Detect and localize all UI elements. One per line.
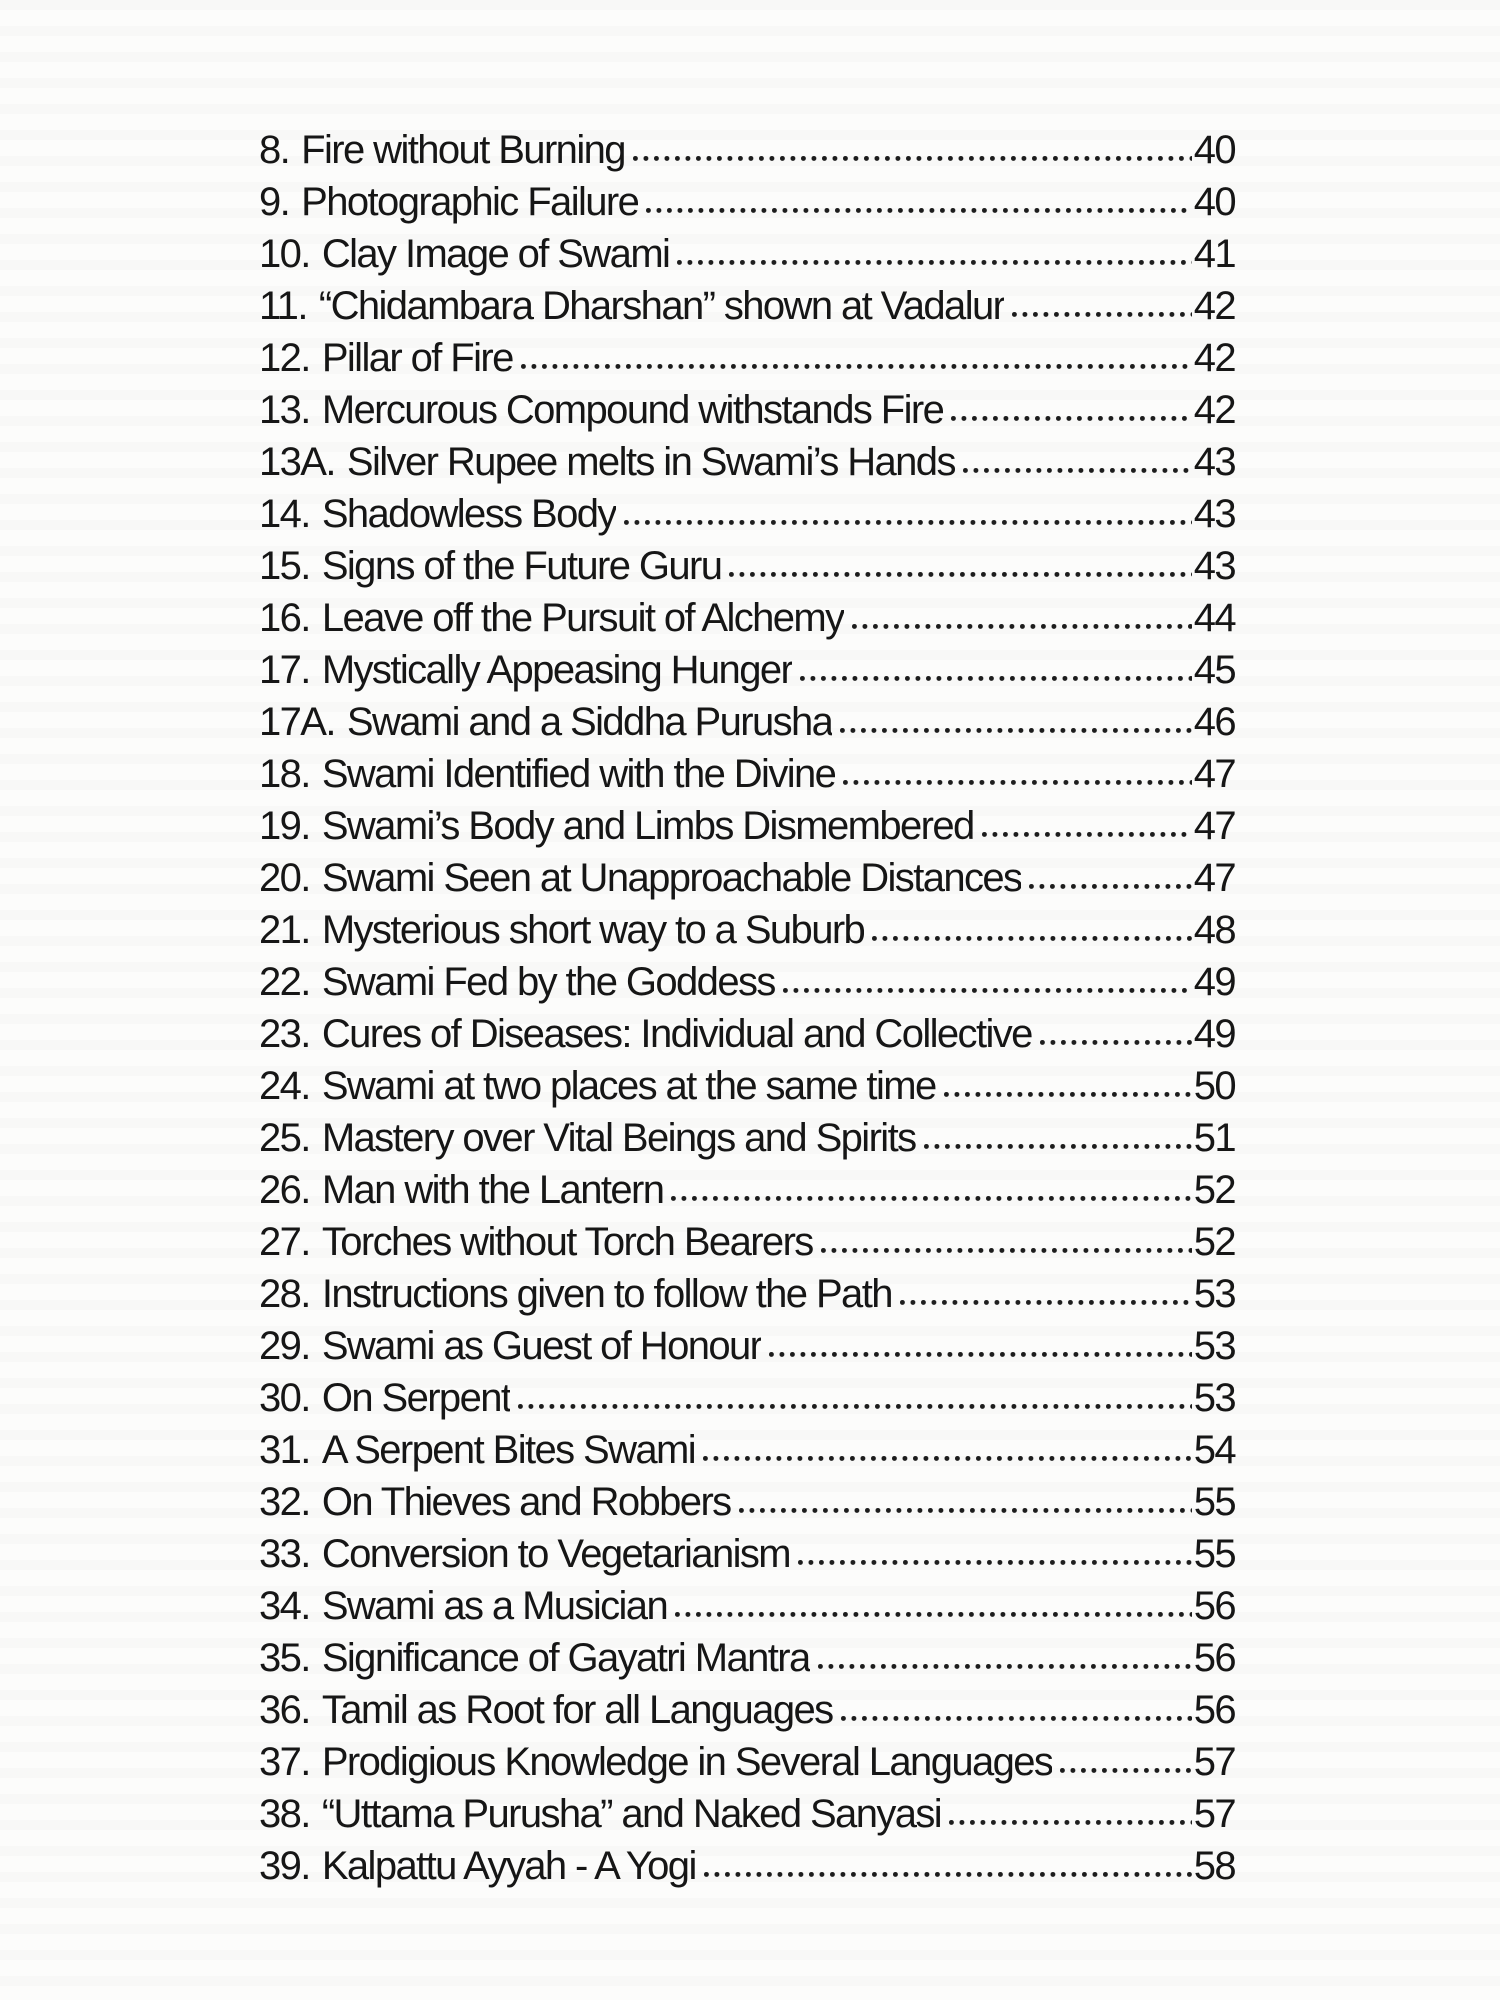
dot-leader — [982, 832, 1192, 837]
dot-leader — [729, 572, 1191, 577]
toc-entry-number: 17A. — [259, 700, 335, 744]
toc-entry-page: 53 — [1193, 1324, 1235, 1368]
dot-leader — [951, 416, 1191, 421]
toc-entry-title: Swami and a Siddha Purusha — [346, 700, 833, 744]
toc-entry-title: Clay Image of Swami — [321, 232, 670, 276]
toc-entry — [259, 1268, 1235, 1320]
toc-entry-page: 56 — [1193, 1688, 1235, 1732]
toc-entry-title: On Thieves and Robbers — [321, 1480, 731, 1524]
toc-entry — [259, 228, 1235, 280]
toc-entry-number: 36. — [259, 1688, 310, 1732]
toc-entry — [259, 1684, 1235, 1736]
toc-entry-page: 40 — [1193, 180, 1235, 224]
toc-entry — [259, 1736, 1235, 1788]
toc-entry-number: 16. — [259, 596, 310, 640]
dot-leader — [646, 208, 1191, 213]
toc-entry-title: Swami Fed by the Goddess — [321, 960, 775, 1004]
dot-leader — [821, 1248, 1192, 1253]
toc-entry-number: 10. — [259, 232, 310, 276]
toc-entry-number: 30. — [259, 1376, 310, 1420]
dot-leader — [900, 1300, 1192, 1305]
toc-entry-page: 43 — [1193, 544, 1235, 588]
toc-entry-title: Swami as Guest of Honour — [321, 1324, 762, 1368]
toc-entry-number: 27. — [259, 1220, 310, 1264]
toc-entry-number: 18. — [259, 752, 310, 796]
toc-entry-title: Photographic Failure — [301, 180, 639, 224]
toc-entry-title: Conversion to Vegetarianism — [321, 1532, 790, 1576]
dot-leader — [924, 1144, 1192, 1149]
toc-entry — [259, 1372, 1235, 1424]
toc-entry-page: 47 — [1193, 804, 1235, 848]
toc-entry-number: 34. — [259, 1584, 310, 1628]
toc-entry-title: “Chidambara Dharshan” shown at Vadalur — [318, 284, 1005, 328]
toc-entry — [259, 1164, 1235, 1216]
toc-entry-page: 51 — [1193, 1116, 1235, 1160]
toc-entry — [259, 124, 1235, 176]
toc-entry-page: 46 — [1193, 700, 1235, 744]
toc-entry-number: 9. — [259, 180, 290, 224]
toc-entry-title: Swami’s Body and Limbs Dismembered — [321, 804, 974, 848]
toc-entry-number: 11. — [259, 284, 307, 328]
dot-leader — [769, 1352, 1191, 1357]
toc-entry — [259, 800, 1235, 852]
dot-leader — [1060, 1768, 1191, 1773]
toc-entry-title: Instructions given to follow the Path — [321, 1272, 892, 1316]
toc-entry — [259, 956, 1235, 1008]
toc-entry-number: 20. — [259, 856, 310, 900]
dot-leader — [677, 260, 1191, 265]
dot-leader — [798, 1560, 1192, 1565]
toc-entry-title: Fire without Burning — [301, 128, 625, 172]
toc-entry-page: 56 — [1193, 1636, 1235, 1680]
toc-entry-title: Swami Identified with the Divine — [321, 752, 836, 796]
toc-entry-title: Kalpattu Ayyah - A Yogi — [321, 1844, 696, 1888]
toc-entry-page: 55 — [1193, 1480, 1235, 1524]
toc-entry-page: 47 — [1193, 856, 1235, 900]
dot-leader — [1012, 312, 1191, 317]
dot-leader — [783, 988, 1192, 993]
toc-entry-number: 31. — [259, 1428, 310, 1472]
toc-entry-title: Pillar of Fire — [321, 336, 513, 380]
toc-entry-title: On Serpent — [321, 1376, 511, 1420]
toc-entry-title: Silver Rupee melts in Swami’s Hands — [346, 440, 955, 484]
toc-entry-number: 12. — [259, 336, 310, 380]
dot-leader — [624, 520, 1192, 525]
toc-entry-number: 25. — [259, 1116, 310, 1160]
toc-entry-title: Cures of Diseases: Individual and Collective — [321, 1012, 1032, 1056]
toc-entry — [259, 1476, 1235, 1528]
dot-leader — [872, 936, 1191, 941]
dot-leader — [633, 156, 1192, 161]
toc-entry-page: 45 — [1193, 648, 1235, 692]
toc-entry — [259, 1528, 1235, 1580]
toc-entry — [259, 592, 1235, 644]
toc-entry-number: 19. — [259, 804, 310, 848]
toc-entry-page: 57 — [1193, 1792, 1235, 1836]
toc-entry-number: 28. — [259, 1272, 310, 1316]
toc-entry — [259, 1424, 1235, 1476]
toc-entry — [259, 852, 1235, 904]
toc-entry-page: 52 — [1193, 1220, 1235, 1264]
toc-entry-page: 50 — [1193, 1064, 1235, 1108]
toc-entry — [259, 1008, 1235, 1060]
toc-entry-number: 39. — [259, 1844, 310, 1888]
toc-entry — [259, 1060, 1235, 1112]
toc-entry — [259, 1632, 1235, 1684]
toc-entry-title: Significance of Gayatri Mantra — [321, 1636, 810, 1680]
toc-entry-number: 24. — [259, 1064, 310, 1108]
dot-leader — [704, 1872, 1192, 1877]
dot-leader — [963, 468, 1192, 473]
toc-entry-page: 42 — [1193, 388, 1235, 432]
toc-entry — [259, 384, 1235, 436]
toc-entry-number: 14. — [259, 492, 310, 536]
toc-entry-number: 17. — [259, 648, 310, 692]
toc-entry-title: Leave off the Pursuit of Alchemy — [321, 596, 844, 640]
toc-entry — [259, 1112, 1235, 1164]
toc-entry-number: 35. — [259, 1636, 310, 1680]
toc-entry-title: Signs of the Future Guru — [321, 544, 722, 588]
toc-entry — [259, 1320, 1235, 1372]
toc-entry-page: 58 — [1193, 1844, 1235, 1888]
toc-entry-page: 40 — [1193, 128, 1235, 172]
dot-leader — [1040, 1040, 1192, 1045]
toc-entry-title: Torches without Torch Bearers — [321, 1220, 813, 1264]
toc-entry-page: 41 — [1193, 232, 1235, 276]
dot-leader — [949, 1820, 1192, 1825]
toc-entry — [259, 1840, 1235, 1892]
toc-entry-page: 43 — [1193, 440, 1235, 484]
toc-entry-title: Mastery over Vital Beings and Spirits — [321, 1116, 916, 1160]
toc-entry-page: 56 — [1193, 1584, 1235, 1628]
dot-leader — [841, 1716, 1192, 1721]
toc-entry-number: 23. — [259, 1012, 310, 1056]
toc-entry-title: Swami Seen at Unapproachable Distances — [321, 856, 1022, 900]
dot-leader — [518, 1404, 1191, 1409]
toc-entry — [259, 696, 1235, 748]
toc-entry-page: 44 — [1193, 596, 1235, 640]
toc-entry-title: Shadowless Body — [321, 492, 616, 536]
toc-entry-number: 37. — [259, 1740, 310, 1784]
toc-entry — [259, 748, 1235, 800]
dot-leader — [739, 1508, 1192, 1513]
toc-entry-page: 42 — [1193, 336, 1235, 380]
dot-leader — [1029, 884, 1191, 889]
toc-entry-number: 22. — [259, 960, 310, 1004]
toc-entry-title: Mystically Appeasing Hunger — [321, 648, 793, 692]
dot-leader — [843, 780, 1191, 785]
toc-entry — [259, 488, 1235, 540]
toc-entry-page: 52 — [1193, 1168, 1235, 1212]
toc-entry-title: Mercurous Compound withstands Fire — [321, 388, 944, 432]
toc-entry — [259, 1580, 1235, 1632]
toc-entry-page: 53 — [1193, 1376, 1235, 1420]
dot-leader — [852, 624, 1192, 629]
toc-entry — [259, 332, 1235, 384]
dot-leader — [818, 1664, 1192, 1669]
toc-entry-number: 13. — [259, 388, 310, 432]
dot-leader — [703, 1456, 1192, 1461]
toc-entry-title: Man with the Lantern — [321, 1168, 664, 1212]
dot-leader — [521, 364, 1192, 369]
toc-entry-page: 49 — [1193, 1012, 1235, 1056]
dot-leader — [800, 676, 1191, 681]
toc-entry-title: A Serpent Bites Swami — [321, 1428, 696, 1472]
toc-entry-title: “Uttama Purusha” and Naked Sanyasi — [321, 1792, 942, 1836]
toc-entry-page: 54 — [1193, 1428, 1235, 1472]
dot-leader — [944, 1092, 1192, 1097]
toc-entry-page: 57 — [1193, 1740, 1235, 1784]
toc-entry-title: Tamil as Root for all Languages — [321, 1688, 833, 1732]
toc-entry-number: 26. — [259, 1168, 310, 1212]
dot-leader — [671, 1196, 1191, 1201]
toc-entry-page: 49 — [1193, 960, 1235, 1004]
toc-entry-number: 29. — [259, 1324, 310, 1368]
toc-entry-number: 15. — [259, 544, 310, 588]
toc-entry-number: 21. — [259, 908, 310, 952]
toc-entry-number: 33. — [259, 1532, 310, 1576]
toc-entry-number: 13A. — [259, 440, 335, 484]
toc-entry — [259, 1788, 1235, 1840]
toc-entry — [259, 280, 1235, 332]
toc-entry — [259, 904, 1235, 956]
toc-entry — [259, 644, 1235, 696]
toc-entry-page: 43 — [1193, 492, 1235, 536]
toc-entry-number: 8. — [259, 128, 290, 172]
toc-entry — [259, 1216, 1235, 1268]
toc-entry-page: 53 — [1193, 1272, 1235, 1316]
toc-entry-title: Swami at two places at the same time — [321, 1064, 936, 1108]
toc-entry-number: 32. — [259, 1480, 310, 1524]
toc-entry — [259, 176, 1235, 228]
toc-entry-number: 38. — [259, 1792, 310, 1836]
dot-leader — [840, 728, 1191, 733]
toc-entry — [259, 540, 1235, 592]
dot-leader — [675, 1612, 1192, 1617]
toc-entry-page: 47 — [1193, 752, 1235, 796]
toc-entry-title: Swami as a Musician — [321, 1584, 668, 1628]
toc-entry-page: 42 — [1193, 284, 1235, 328]
toc-entry-page: 55 — [1193, 1532, 1235, 1576]
toc-entry-title: Prodigious Knowledge in Several Languages — [321, 1740, 1053, 1784]
toc-entry-page: 48 — [1193, 908, 1235, 952]
toc-entry — [259, 436, 1235, 488]
toc-entry-title: Mysterious short way to a Suburb — [321, 908, 865, 952]
